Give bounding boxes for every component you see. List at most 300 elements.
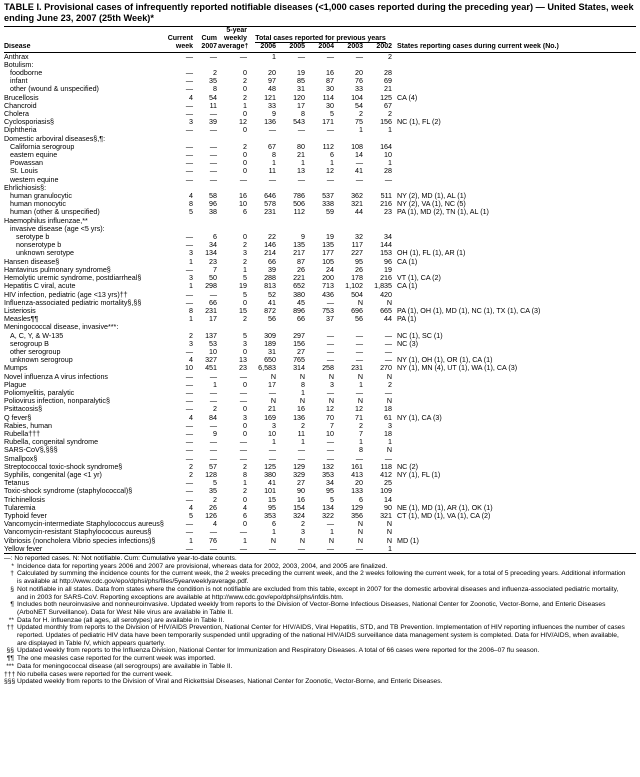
cell-value: 95 — [326, 487, 334, 496]
cell-value: 67 — [268, 142, 276, 151]
disease-name: invasive disease (age <5 yrs): — [10, 224, 105, 233]
cell-value: 27 — [297, 347, 305, 356]
cell-value: 214 — [264, 249, 276, 258]
cell-value: — — [239, 454, 247, 463]
states-reporting — [393, 323, 636, 331]
table-row — [4, 528, 636, 536]
footnote-text: Data for meningococcal disease (all serogroups) are available in Table II. — [17, 662, 233, 670]
cell-value: — — [194, 545, 218, 554]
cell-value: 178 — [351, 274, 363, 283]
cell-value: 26 — [297, 265, 305, 274]
cell-value: — — [268, 446, 276, 455]
table-row — [4, 348, 636, 356]
cell-value: — — [268, 175, 276, 184]
cell-value — [194, 135, 218, 143]
cell-value: N — [386, 372, 392, 381]
cell-value: N — [386, 446, 392, 455]
cell-value: 109 — [380, 487, 392, 496]
footnote-text: No rubella cases were reported for the current week. — [17, 670, 173, 678]
table-row — [4, 200, 636, 208]
cell-value: 121 — [264, 93, 276, 102]
cell-value: 69 — [384, 77, 392, 86]
cell-value: — — [166, 545, 194, 554]
cell-value: 380 — [264, 470, 276, 479]
states-reporting — [393, 143, 636, 151]
disease-name: serogroup B — [10, 339, 49, 348]
cell-value: 8 — [243, 470, 247, 479]
cell-value: — — [185, 438, 193, 447]
cell-value: 813 — [264, 282, 276, 291]
cell-value: 297 — [293, 331, 305, 340]
disease-name: Hansen disease§ — [4, 257, 60, 266]
cell-value — [166, 135, 194, 143]
table-row — [4, 77, 636, 85]
table-row — [4, 143, 636, 151]
cell-value: 39 — [268, 265, 276, 274]
cell-value — [166, 61, 194, 69]
cell-value: 270 — [380, 364, 392, 373]
table-row — [4, 332, 636, 340]
cell-value: 0 — [243, 380, 247, 389]
cell-value: 1 — [243, 265, 247, 274]
disease-name: Syphilis, congenital (age <1 yr) — [4, 470, 102, 479]
states-reporting — [393, 397, 636, 405]
cell-value: 15 — [268, 495, 276, 504]
cell-value: 17 — [209, 315, 217, 324]
cell-value: — — [185, 265, 193, 274]
cell-value — [335, 61, 364, 69]
cell-value: 16 — [297, 405, 305, 414]
states-reporting — [393, 184, 636, 192]
cell-value: — — [277, 545, 306, 554]
cell-value: 156 — [380, 118, 392, 127]
states-reporting — [393, 438, 636, 446]
states-reporting — [393, 487, 636, 495]
cell-value: 1 — [272, 438, 276, 447]
cell-value: 120 — [293, 93, 305, 102]
cell-value: 164 — [380, 142, 392, 151]
cell-value: 21 — [297, 151, 305, 160]
cell-value: — — [306, 545, 335, 554]
cell-value: — — [239, 446, 247, 455]
cell-value: 1 — [243, 536, 247, 545]
cell-value: — — [185, 454, 193, 463]
cell-value: 2 — [189, 462, 193, 471]
cell-value: 136 — [293, 413, 305, 422]
disease-name: Hantavirus pulmonary syndrome§ — [4, 265, 111, 274]
disease-name: A, C, Y, & W-135 — [10, 331, 64, 340]
cell-value: — — [297, 446, 305, 455]
cell-value: — — [209, 167, 217, 176]
table-row — [4, 184, 636, 192]
disease-name: infant — [10, 77, 28, 86]
states-reporting — [393, 176, 636, 184]
table-row — [4, 537, 636, 545]
cell-value: 61 — [384, 413, 392, 422]
cell-value: 353 — [264, 511, 276, 520]
cell-value: 1 — [272, 528, 276, 537]
cell-value: 227 — [351, 249, 363, 258]
cell-value: 18 — [384, 405, 392, 414]
table-row — [4, 315, 636, 323]
cell-value: 66 — [297, 315, 305, 324]
disease-name: Mumps — [4, 364, 28, 373]
disease-name: other serogroup — [10, 347, 61, 356]
cell-value: 80 — [297, 142, 305, 151]
cell-value: — — [326, 347, 334, 356]
cell-value: 54 — [209, 93, 217, 102]
states-reporting — [393, 545, 636, 554]
states-reporting — [393, 69, 636, 77]
cell-value: 3 — [189, 274, 193, 283]
cell-value: — — [209, 372, 217, 381]
states-reporting — [393, 479, 636, 487]
cell-value: 12 — [326, 167, 334, 176]
cell-value: 8 — [189, 200, 193, 209]
cell-value: — — [209, 290, 217, 299]
cell-value: — — [209, 446, 217, 455]
table-row — [4, 291, 636, 299]
cell-value: — — [326, 388, 334, 397]
disease-name: Hemolytic uremic syndrome, postdiarrheal§ — [4, 274, 142, 283]
cell-value: — — [185, 233, 193, 242]
disease-name: Tetanus — [4, 479, 30, 488]
table-row — [4, 397, 636, 405]
cell-value: 6 — [330, 151, 334, 160]
cell-value: 543 — [293, 118, 305, 127]
cell-value — [306, 323, 335, 331]
cell-value — [364, 135, 393, 143]
cell-value: 2 — [388, 52, 392, 61]
cell-value: 1 — [359, 438, 363, 447]
cell-value: N — [357, 528, 363, 537]
table-row — [4, 430, 636, 438]
states-reporting — [393, 405, 636, 413]
states-reporting — [393, 225, 636, 233]
cell-value: 5 — [243, 290, 247, 299]
cell-value — [194, 61, 218, 69]
table-row — [4, 520, 636, 528]
cell-value: 114 — [322, 93, 334, 102]
footnote-text: Updated weekly from reports to the Division of Viral and Rickettsial Diseases, National Center for Zoonotic, Vector-Borne, and Enteric Diseases. — [17, 678, 443, 686]
cell-value: 1 — [213, 380, 217, 389]
cell-value: 329 — [293, 470, 305, 479]
cell-value: 1,835 — [374, 282, 392, 291]
cell-value: — — [185, 347, 193, 356]
cell-value: N — [386, 528, 392, 537]
cell-value: 221 — [293, 274, 305, 283]
cell-value: 19 — [384, 265, 392, 274]
cell-value: 97 — [268, 77, 276, 86]
table-row — [4, 496, 636, 504]
cell-value: 7 — [330, 421, 334, 430]
footnote — [4, 655, 636, 663]
table-row — [4, 151, 636, 159]
disease-name: Cyclosporiasis§ — [4, 118, 55, 127]
cell-value: 70 — [326, 413, 334, 422]
disease-name: nonserotype b — [16, 241, 62, 250]
states-reporting: NC (1), FL (2) — [397, 118, 441, 127]
table-row — [4, 405, 636, 413]
cell-value: N — [328, 397, 334, 406]
cell-value: — — [185, 101, 193, 110]
cell-value: 451 — [205, 364, 217, 373]
cell-value: — — [209, 388, 217, 397]
cell-value: 5 — [243, 274, 247, 283]
cell-value: 2 — [213, 405, 217, 414]
year-header-2003: 2003 — [335, 43, 364, 52]
cell-value: 216 — [380, 200, 392, 209]
cell-value: 20 — [268, 69, 276, 78]
cell-value: 5 — [243, 331, 247, 340]
states-reporting: NY (1), OH (1), OR (1), CA (1) — [397, 356, 493, 365]
cell-value: 1 — [359, 126, 363, 135]
table-row — [4, 504, 636, 512]
year-header-2004: 2004 — [306, 43, 335, 52]
cell-value: 7 — [213, 265, 217, 274]
cell-value: 95 — [355, 257, 363, 266]
cell-value: 11 — [209, 101, 217, 110]
cell-value: 6 — [213, 233, 217, 242]
disease-name: California serogroup — [10, 142, 75, 151]
cell-value — [166, 184, 194, 192]
cell-value: 2 — [243, 241, 247, 250]
cell-value: 3 — [189, 249, 193, 258]
cell-value: N — [386, 536, 392, 545]
disease-name: Cholera — [4, 110, 30, 119]
cell-value: 24 — [326, 265, 334, 274]
cell-value: 23 — [209, 257, 217, 266]
cell-value: N — [299, 397, 305, 406]
cell-value: 171 — [322, 118, 334, 127]
cell-value: 129 — [351, 503, 363, 512]
disease-name: Anthrax — [4, 52, 29, 61]
cell-value: — — [326, 331, 334, 340]
footnote — [4, 624, 636, 647]
states-reporting — [393, 299, 636, 307]
table-row — [4, 176, 636, 184]
cell-value: 8 — [301, 380, 305, 389]
cell-value: 321 — [351, 200, 363, 209]
cell-value: 75 — [355, 118, 363, 127]
cell-value: 6 — [243, 511, 247, 520]
cell-value: N — [328, 536, 334, 545]
footnote-marker: †† — [6, 624, 14, 632]
cell-value: 3 — [243, 339, 247, 348]
table-row — [4, 94, 636, 102]
states-reporting — [393, 52, 636, 61]
disease-name: Influenza-associated pediatric mortality§,§§ — [4, 298, 142, 307]
cell-value: 9 — [301, 233, 305, 242]
year-header-2006: 2006 — [248, 43, 277, 52]
cell-value: — — [185, 495, 193, 504]
cell-value: — — [185, 520, 193, 529]
cell-value: 231 — [264, 208, 276, 217]
cell-value: 5 — [189, 511, 193, 520]
cell-value: 1 — [388, 126, 392, 135]
states-reporting: CA (4) — [397, 93, 418, 102]
cell-value: — — [209, 454, 217, 463]
cell-value: 11 — [297, 429, 305, 438]
states-reporting: PA (1) — [397, 315, 417, 324]
cell-value — [166, 217, 194, 225]
cell-value: 19 — [239, 282, 247, 291]
cell-value: — — [297, 126, 305, 135]
cell-value — [335, 135, 364, 143]
cell-value: — — [185, 151, 193, 160]
cell-value: 0 — [243, 69, 247, 78]
table-row — [4, 356, 636, 364]
cell-value — [277, 323, 306, 331]
table-row — [4, 307, 636, 315]
cell-value: 66 — [209, 298, 217, 307]
table-row — [4, 487, 636, 495]
cell-value: 0 — [243, 167, 247, 176]
cell-value: — — [185, 69, 193, 78]
cell-value: 9 — [272, 110, 276, 119]
cell-value: 189 — [264, 339, 276, 348]
cell-value: 19 — [297, 69, 305, 78]
states-header: States reporting cases during current week (No.) — [393, 43, 636, 52]
cell-value: 144 — [380, 241, 392, 250]
cell-value: 1 — [359, 380, 363, 389]
cell-value: — — [185, 487, 193, 496]
cell-value: 2 — [213, 69, 217, 78]
cell-value — [248, 217, 277, 225]
cell-value: 2 — [189, 331, 193, 340]
states-reporting — [393, 61, 636, 69]
cell-value: — — [355, 331, 363, 340]
states-reporting — [393, 348, 636, 356]
footnote — [4, 647, 636, 655]
cell-value — [166, 225, 194, 233]
cell-value: 506 — [293, 200, 305, 209]
cell-value: 2 — [213, 495, 217, 504]
cell-value: 8 — [359, 446, 363, 455]
disease-name: unknown serotype — [16, 249, 74, 258]
disease-name: Trichinellosis — [4, 495, 46, 504]
cell-value: 153 — [380, 249, 392, 258]
cell-value: — — [384, 339, 392, 348]
disease-name: Measles¶¶ — [4, 315, 39, 324]
cell-value: 66 — [268, 257, 276, 266]
cell-value: 2 — [189, 470, 193, 479]
states-reporting — [393, 455, 636, 463]
cell-value — [218, 217, 248, 225]
cell-value: — — [384, 175, 392, 184]
cell-value: 3 — [330, 380, 334, 389]
disease-name: Smallpox§ — [4, 454, 38, 463]
cell-value: 4 — [189, 192, 193, 201]
cell-value: 134 — [205, 249, 217, 258]
states-reporting — [393, 135, 636, 143]
cell-value: — — [185, 159, 193, 168]
disease-name: HIV infection, pediatric (age <13 yrs)†† — [4, 290, 128, 299]
cell-value: 4 — [189, 93, 193, 102]
cell-value: 34 — [384, 233, 392, 242]
cell-value: 2 — [388, 380, 392, 389]
cell-value: 45 — [297, 298, 305, 307]
cell-value: — — [185, 429, 193, 438]
cell-value: 231 — [351, 364, 363, 373]
footnote — [4, 678, 636, 686]
states-reporting — [393, 266, 636, 274]
cell-value: — — [185, 388, 193, 397]
footnote — [4, 555, 636, 563]
cell-value: N — [299, 536, 305, 545]
cell-value: 11 — [268, 167, 276, 176]
cell-value: 652 — [293, 282, 305, 291]
table-row — [4, 233, 636, 241]
cell-value: 4 — [189, 413, 193, 422]
states-reporting — [393, 167, 636, 175]
disease-name: Plague — [4, 380, 27, 389]
cell-value: 2 — [301, 520, 305, 529]
cell-value: 1 — [243, 479, 247, 488]
cell-value: 3 — [189, 339, 193, 348]
states-reporting — [393, 159, 636, 167]
cell-value: 17 — [297, 101, 305, 110]
cell-value: — — [239, 372, 247, 381]
footnote-text: Data for H. influenzae (all ages, all serotypes) are available in Table II. — [17, 616, 225, 624]
cell-value: 0 — [243, 421, 247, 430]
cell-value: 12 — [239, 118, 247, 127]
cell-value: 4 — [213, 520, 217, 529]
cell-value: 126 — [205, 511, 217, 520]
cell-value: 4 — [189, 503, 193, 512]
table-row — [4, 249, 636, 257]
states-reporting — [393, 233, 636, 241]
cell-value: 177 — [322, 249, 334, 258]
cell-value: — — [355, 388, 363, 397]
states-reporting: NY (1), CA (3) — [397, 413, 442, 422]
cell-value — [335, 184, 364, 192]
table-row — [4, 455, 636, 463]
cell-value: — — [297, 175, 305, 184]
cell-value: 137 — [205, 331, 217, 340]
cell-value: — — [185, 380, 193, 389]
cell-value — [335, 323, 364, 331]
cell-value: — — [384, 331, 392, 340]
table-row — [4, 364, 636, 372]
footnote-marker: † — [10, 570, 14, 578]
cell-value: — — [355, 175, 363, 184]
cell-value: 34 — [209, 241, 217, 250]
cell-value: 1 — [189, 315, 193, 324]
cell-value: 2 — [243, 93, 247, 102]
table-row — [4, 126, 636, 134]
cell-value: 136 — [264, 118, 276, 127]
cell-value: 135 — [322, 241, 334, 250]
cell-value: 52 — [268, 290, 276, 299]
disease-name: foodborne — [10, 69, 43, 78]
cell-value — [166, 323, 194, 331]
states-reporting — [393, 389, 636, 397]
cell-value: 133 — [351, 487, 363, 496]
states-reporting: CA (1) — [397, 282, 418, 291]
cell-value: 786 — [293, 192, 305, 201]
disease-name: Psittacosis§ — [4, 405, 43, 414]
cell-value: 380 — [293, 290, 305, 299]
cell-value: — — [326, 438, 334, 447]
cell-value: 95 — [268, 503, 276, 512]
cell-value: — — [384, 347, 392, 356]
table-row — [4, 167, 636, 175]
cell-value: 14 — [384, 495, 392, 504]
cell-value: 125 — [380, 93, 392, 102]
table-title: TABLE I. Provisional cases of infrequently reported notifiable diseases (<1,000 cases reported during the preceding year) — United States, week ending June 23, 2007 (25th Week)* — [4, 2, 634, 23]
cell-value: 30 — [326, 85, 334, 94]
